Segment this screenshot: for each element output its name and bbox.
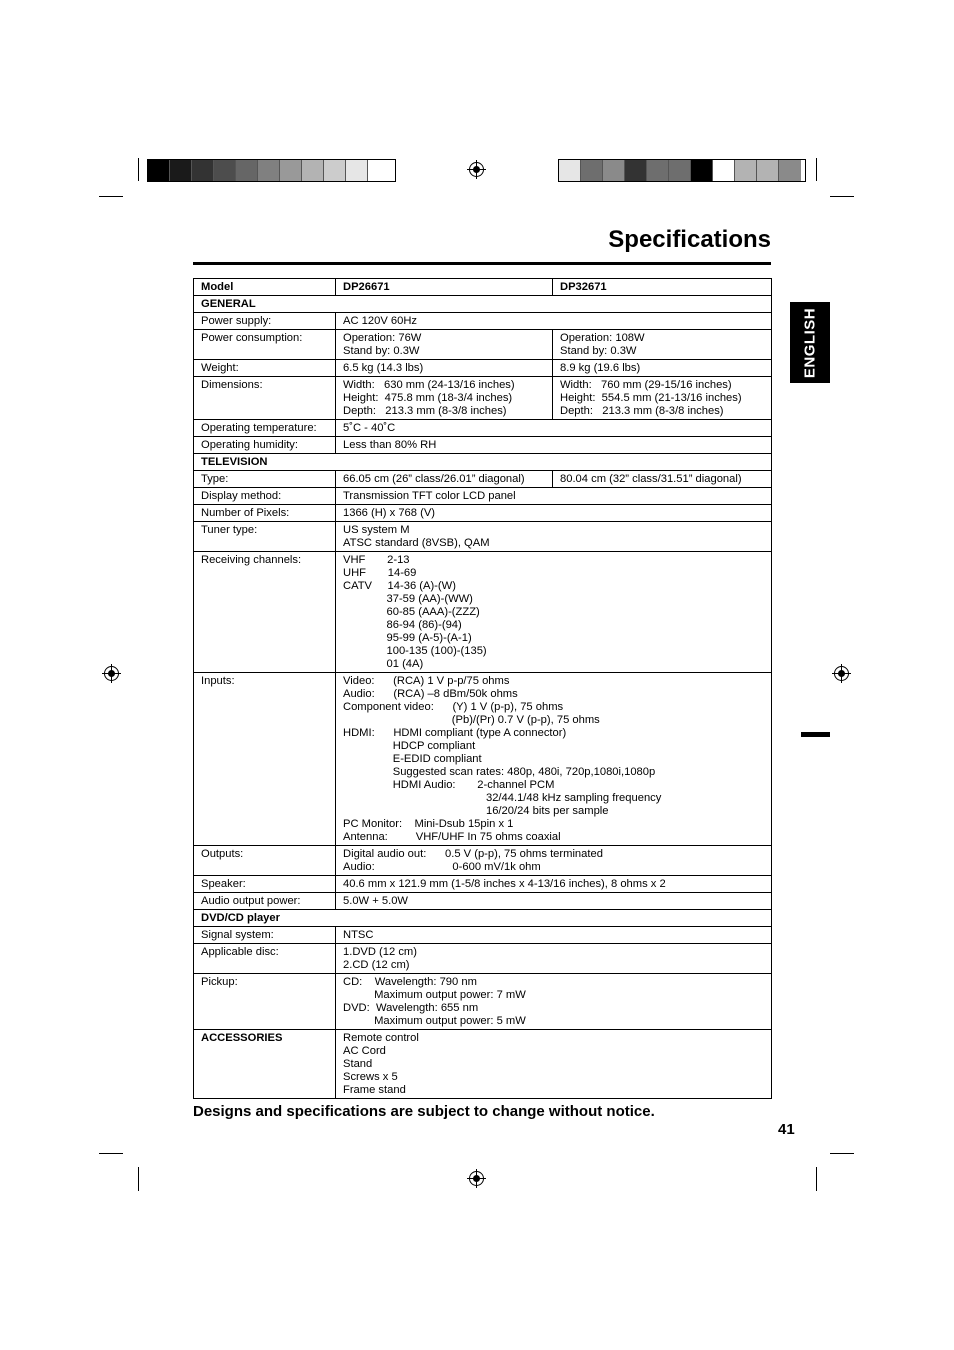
line: 1.DVD (12 cm) <box>343 946 417 958</box>
table-row <box>194 927 772 944</box>
line: VHF 2-13 <box>343 554 410 566</box>
row-value: Transmission TFT color LCD panel <box>336 488 772 505</box>
table-row <box>194 313 772 330</box>
crop-mark <box>138 158 139 181</box>
row-label: Receiving channels: <box>194 552 336 673</box>
table-row <box>194 377 772 420</box>
crop-mark <box>830 196 854 197</box>
line: ATSC standard (8VSB), QAM <box>343 537 490 549</box>
line: HDCP compliant <box>343 740 476 752</box>
line: 32/44.1/48 kHz sampling frequency <box>343 792 662 804</box>
line: CATV 14-36 (A)-(W) <box>343 580 456 592</box>
crop-mark <box>99 1153 123 1154</box>
line: E-EDID compliant <box>343 753 482 765</box>
crop-mark <box>830 1153 854 1154</box>
row-value: NTSC <box>336 927 772 944</box>
table-row <box>194 893 772 910</box>
row-label: Power supply: <box>194 313 336 330</box>
line: HDMI Audio: 2-channel PCM <box>343 779 555 791</box>
row-value: 5˚C - 40˚C <box>336 420 772 437</box>
table-row <box>194 552 772 673</box>
header-model: Model <box>194 279 336 296</box>
line: Audio: 0-600 mV/1k ohm <box>343 861 541 873</box>
table-row <box>194 437 772 454</box>
line: Frame stand <box>343 1084 406 1096</box>
row-value <box>336 1030 772 1099</box>
table-row <box>194 488 772 505</box>
crop-mark <box>99 196 123 197</box>
language-tab <box>790 302 830 383</box>
line: Stand <box>343 1058 373 1070</box>
registration-mark-icon <box>469 1171 484 1186</box>
section-row <box>194 910 772 927</box>
color-swatch <box>625 160 647 181</box>
color-swatch <box>324 160 346 181</box>
color-swatch <box>581 160 603 181</box>
row-value <box>336 552 772 673</box>
section-dvd: DVD/CD player <box>194 910 772 927</box>
color-swatch <box>735 160 757 181</box>
line: AC Cord <box>343 1045 386 1057</box>
table-row <box>194 876 772 893</box>
table-row <box>194 360 772 377</box>
section-television: TELEVISION <box>194 454 772 471</box>
line: Operation: 108W <box>560 332 645 344</box>
line: PC Monitor: Mini-Dsub 15pin x 1 <box>343 818 514 830</box>
line: Screws x 5 <box>343 1071 398 1083</box>
line: 60-85 (AAA)-(ZZZ) <box>343 606 480 618</box>
line: 2.CD (12 cm) <box>343 959 410 971</box>
line: Video: (RCA) 1 V p-p/75 ohms <box>343 675 510 687</box>
table-row <box>194 279 772 296</box>
crop-mark <box>138 1167 139 1191</box>
row-label: Speaker: <box>194 876 336 893</box>
row-value-1 <box>336 377 553 420</box>
row-value-1 <box>336 330 553 360</box>
color-swatch <box>280 160 302 181</box>
line: Height: 475.8 mm (18-3/4 inches) <box>343 392 513 404</box>
line: UHF 14-69 <box>343 567 417 579</box>
row-value <box>336 522 772 552</box>
line: Suggested scan rates: 480p, 480i, 720p,1080i,1080p <box>343 766 656 778</box>
line: Digital audio out: 0.5 V (p-p), 75 ohms terminated <box>343 848 603 860</box>
table-row <box>194 522 772 552</box>
table-row <box>194 1030 772 1099</box>
row-label: Inputs: <box>194 673 336 846</box>
row-value-1: 6.5 kg (14.3 lbs) <box>336 360 553 377</box>
line: 37-59 (AA)-(WW) <box>343 593 473 605</box>
header-model-1: DP26671 <box>336 279 553 296</box>
line: Width: 630 mm (24-13/16 inches) <box>343 379 515 391</box>
color-swatch <box>214 160 236 181</box>
line: 100-135 (100)-(135) <box>343 645 487 657</box>
line: DVD: Wavelength: 655 nm <box>343 1002 479 1014</box>
disclaimer-note: Designs and specifications are subject to change without notice. <box>193 1103 655 1120</box>
color-swatch <box>603 160 625 181</box>
line: 16/20/24 bits per sample <box>343 805 609 817</box>
color-swatch <box>192 160 214 181</box>
row-value-2: 80.04 cm (32” class/31.51” diagonal) <box>553 471 772 488</box>
row-label: Signal system: <box>194 927 336 944</box>
table-row <box>194 974 772 1030</box>
color-swatch <box>779 160 801 181</box>
color-swatch <box>669 160 691 181</box>
registration-mark-icon <box>469 162 484 177</box>
row-label: Dimensions: <box>194 377 336 420</box>
specifications-table <box>193 278 772 1099</box>
row-value: Less than 80% RH <box>336 437 772 454</box>
line: Maximum output power: 7 mW <box>343 989 526 1001</box>
section-accessories: ACCESSORIES <box>194 1030 336 1099</box>
row-value <box>336 846 772 876</box>
table-row <box>194 471 772 488</box>
row-value: AC 120V 60Hz <box>336 313 772 330</box>
color-swatch <box>258 160 280 181</box>
row-value <box>336 974 772 1030</box>
section-row <box>194 454 772 471</box>
row-value <box>336 673 772 846</box>
row-value-2: 8.9 kg (19.6 lbs) <box>553 360 772 377</box>
line: US system M <box>343 524 410 536</box>
line: Width: 760 mm (29-15/16 inches) <box>560 379 732 391</box>
table-row <box>194 505 772 522</box>
line: HDMI: HDMI compliant (type A connector) <box>343 727 567 739</box>
line: Component video: (Y) 1 V (p-p), 75 ohms <box>343 701 564 713</box>
color-swatch <box>691 160 713 181</box>
line: 95-99 (A-5)-(A-1) <box>343 632 472 644</box>
row-label: Tuner type: <box>194 522 336 552</box>
row-label: Type: <box>194 471 336 488</box>
line: Antenna: VHF/UHF In 75 ohms coaxial <box>343 831 561 843</box>
color-swatch <box>302 160 324 181</box>
row-label: Pickup: <box>194 974 336 1030</box>
row-value-2 <box>553 377 772 420</box>
color-swatch <box>236 160 258 181</box>
row-label: Power consumption: <box>194 330 336 360</box>
line: Operation: 76W <box>343 332 422 344</box>
color-swatch <box>346 160 368 181</box>
line: Stand by: 0.3W <box>343 345 420 357</box>
row-label: Outputs: <box>194 846 336 876</box>
line: 01 (4A) <box>343 658 424 670</box>
title-rule <box>193 262 771 265</box>
row-label: Applicable disc: <box>194 944 336 974</box>
line: Depth: 213.3 mm (8-3/8 inches) <box>560 405 724 417</box>
line: Maximum output power: 5 mW <box>343 1015 526 1027</box>
line: Height: 554.5 mm (21-13/16 inches) <box>560 392 742 404</box>
color-swatch <box>559 160 581 181</box>
section-row <box>194 296 772 313</box>
page-number: 41 <box>778 1121 795 1138</box>
row-value: 40.6 mm x 121.9 mm (1-5/8 inches x 4-13/16 inches), 8 ohms x 2 <box>336 876 772 893</box>
color-swatch <box>368 160 390 181</box>
row-label: Weight: <box>194 360 336 377</box>
color-calibration-bar-left <box>147 159 396 182</box>
line: Stand by: 0.3W <box>560 345 637 357</box>
line: Remote control <box>343 1032 419 1044</box>
line: Audio: (RCA) –8 dBm/50k ohms <box>343 688 518 700</box>
row-value <box>336 944 772 974</box>
table-row <box>194 944 772 974</box>
line: (Pb)/(Pr) 0.7 V (p-p), 75 ohms <box>343 714 600 726</box>
color-calibration-bar-right <box>558 159 806 182</box>
row-label: Number of Pixels: <box>194 505 336 522</box>
line: Depth: 213.3 mm (8-3/8 inches) <box>343 405 507 417</box>
registration-mark-icon <box>834 666 849 681</box>
line: 86-94 (86)-(94) <box>343 619 462 631</box>
row-value-1: 66.05 cm (26” class/26.01” diagonal) <box>336 471 553 488</box>
table-row <box>194 420 772 437</box>
line: CD: Wavelength: 790 nm <box>343 976 477 988</box>
row-value: 1366 (H) x 768 (V) <box>336 505 772 522</box>
registration-mark-icon <box>104 666 119 681</box>
row-label: Display method: <box>194 488 336 505</box>
table-row <box>194 673 772 846</box>
color-swatch <box>148 160 170 181</box>
color-swatch <box>757 160 779 181</box>
section-marker <box>801 732 830 737</box>
row-label: Operating humidity: <box>194 437 336 454</box>
crop-mark <box>816 1167 817 1191</box>
header-model-2: DP32671 <box>553 279 772 296</box>
language-tab-label: ENGLISH <box>801 307 819 378</box>
table-row <box>194 330 772 360</box>
row-value: 5.0W + 5.0W <box>336 893 772 910</box>
page-title: Specifications <box>608 226 771 253</box>
row-label: Audio output power: <box>194 893 336 910</box>
row-value-2 <box>553 330 772 360</box>
row-label: Operating temperature: <box>194 420 336 437</box>
table-row <box>194 846 772 876</box>
section-general: GENERAL <box>194 296 772 313</box>
color-swatch <box>170 160 192 181</box>
crop-mark <box>816 158 817 181</box>
color-swatch <box>713 160 735 181</box>
color-swatch <box>647 160 669 181</box>
